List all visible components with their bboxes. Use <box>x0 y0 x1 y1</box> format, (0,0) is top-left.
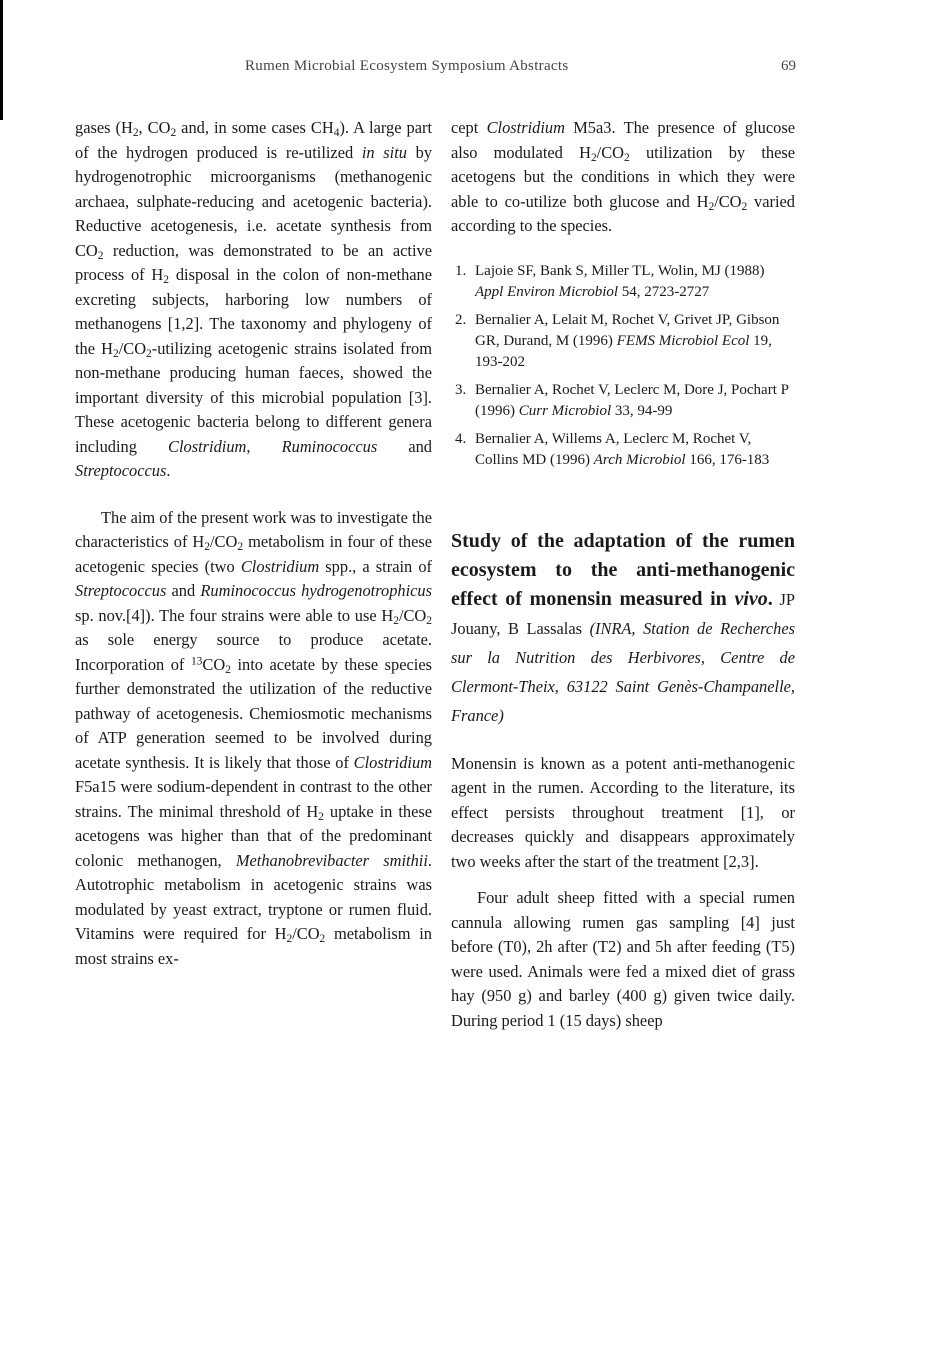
reference-item: 2. Bernalier A, Lelait M, Rochet V, Grivet JP, Gibson GR, Durand, M (1996) FEMS Microbiol Ecol 19, 193-202 <box>455 311 780 370</box>
article-affiliation: (INRA, Station de Recherches sur la Nutrition des Herbivores, Centre de Clermont-Theix, 63122 Saint Genès-Champanelle, France) <box>451 618 795 725</box>
body-paragraph: Four adult sheep fitted with a special rumen cannula allowing rumen gas sampling [4] just before (T0), 2h after (T2) and 5h after feeding (T5) were used. Animals were fed a mixed diet of grass hay (950 g) and barley (400 g) given twice daily. During period 1 (15 days) sheep <box>451 888 795 1030</box>
left-column <box>75 116 432 971</box>
body-paragraph: The aim of the present work was to investigate the characteristics of $H_2/CO_2$ metabolism in four of these acetogenic species (two Clostridium spp., a strain of Streptococcus and Ruminococcus hydrogenotrophicus sp. nov.[4]). The four strains were able to use $H_2/CO_2$ as sole energy source to produce acetate. Incorporation of $^{13}CO_2$ into acetate by these species further demonstrated the utilization of the reductive pathway of acetogenesis. Chemiosmotic mechanisms of ATP generation seemed to be involved during acetate synthesis. It is likely that those of Clostridium F5a15 were sodium-dependent in contrast to the other strains. The minimal threshold of $H_2$ uptake in these acetogens was higher than that of the predominant colonic methanogen, Methanobrevibacter smithii. Autotrophic metabolism in acetogenic strains was modulated by yeast extract, tryptone or rumen fluid. Vitamins were required for $H_2/CO_2$ metabolism in most strains ex- <box>75 507 433 968</box>
reference-item: 3. Bernalier A, Rochet V, Leclerc M, Dore J, Pochart P (1996) Curr Microbiol 33, 94-99 <box>455 381 789 419</box>
page-number: 69 <box>781 58 796 74</box>
binding-edge-rule <box>0 0 3 120</box>
running-title: Rumen Microbial Ecosystem Symposium Abstracts <box>245 58 569 74</box>
body-paragraph: Monensin is known as a potent anti-methanogenic agent in the rumen. According to the literature, its effect persists throughout treatment [1], or decreases quickly and disappears approximately two weeks after the start of the treatment [2,3]. <box>451 753 795 871</box>
article-title: Study of the adaptation of the rumen ecosystem to the anti-methanogenic effect of monensin measured in vivo. JP Jouany, B Lassalas (INRA, Station de Recherches sur la Nutrition des Herbivores, Centre de Clermont-Theix, 63122 Saint Genès-Champanelle, France) <box>451 529 795 725</box>
right-column <box>451 116 795 1033</box>
reference-item: 4. Bernalier A, Willems A, Leclerc M, Rochet V, Collins MD (1996) Arch Microbiol 166, 176-183 <box>455 430 770 468</box>
body-paragraph: cept Clostridium M5a3. The presence of glucose also modulated $H_2/CO_2$ utilization by these acetogens but the conditions in which they were able to co-utilize both glucose and $H_2/CO_2$ varied according to the species. <box>451 118 796 235</box>
article-authors: JP Jouany, B Lassalas <box>451 589 795 638</box>
reference-item: 1. Lajoie SF, Bank S, Miller TL, Wolin, MJ (1988) Appl Environ Microbiol 54, 2723-2727 <box>455 262 765 300</box>
body-paragraph: gases ($H_2$, $CO_2$ and, in some cases $CH_4$). A large part of the hydrogen produced is re-utilized in situ by hydrogenotrophic microorganisms (methanogenic archaea, sulphate-reducing and acetogenic bacteria). Reductive acetogenesis, i.e. acetate synthesis from $CO_2$ reduction, was demonstrated to be an active process of $H_2$ disposal in the colon of non-methane excreting subjects, harboring low numbers of methanogens [1,2]. The taxonomy and phylogeny of the $H_2/CO_2$-utilizing acetogenic strains isolated from non-methane producing human faeces, showed the important diversity of this microbial population [3]. These acetogenic bacteria belong to different genera including Clostridium, Ruminococcus and Streptococcus. <box>75 118 433 480</box>
reference-list <box>451 261 795 471</box>
